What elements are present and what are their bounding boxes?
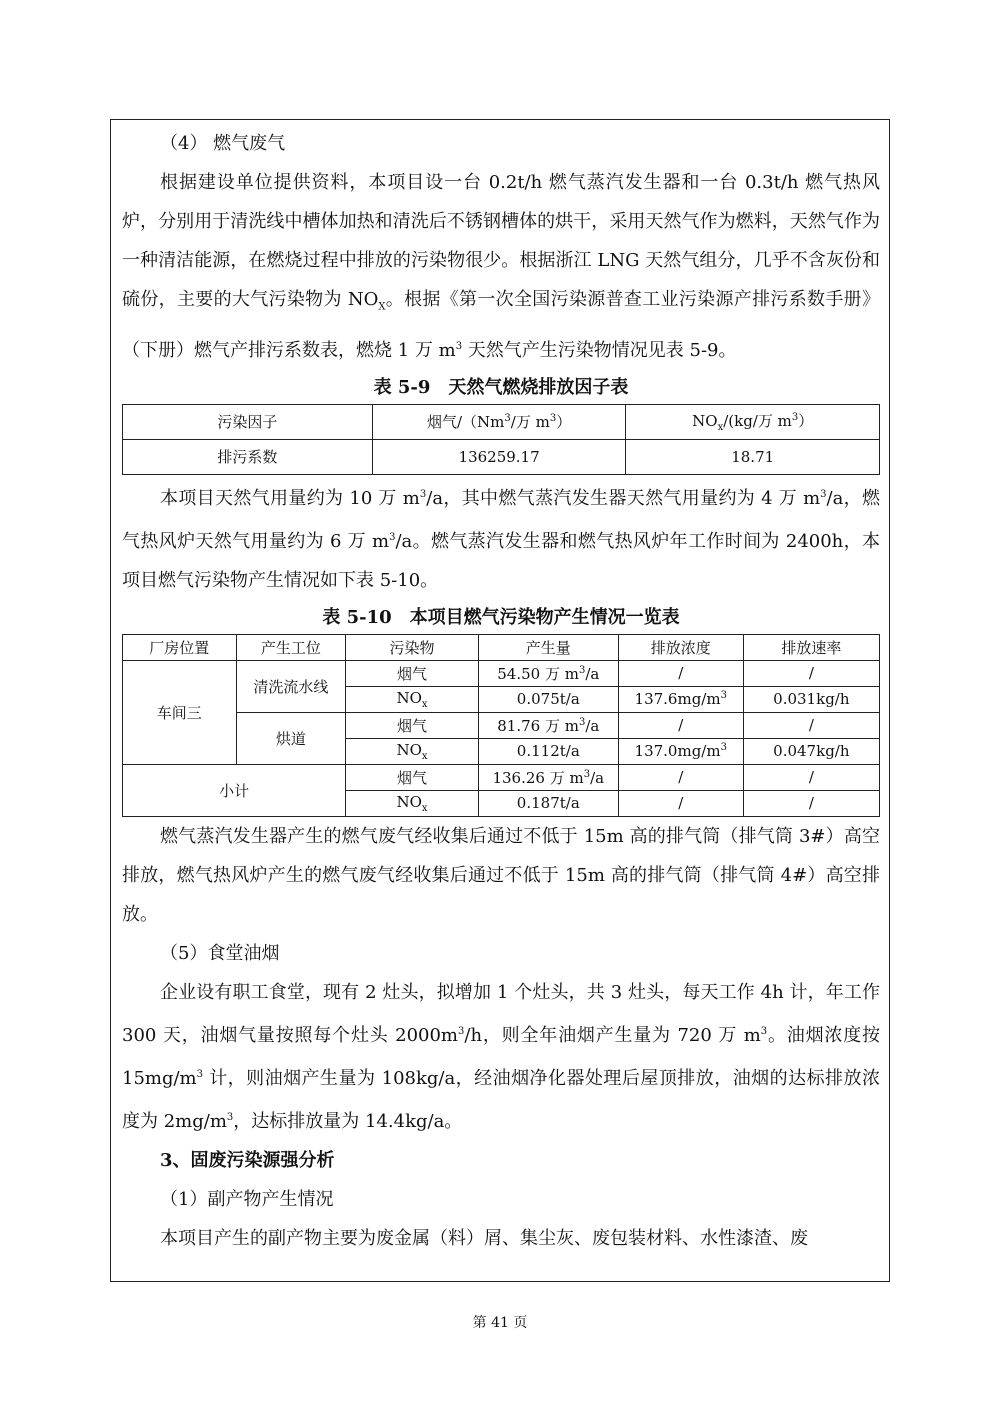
table-cell: $137.0mg/m^3$ [618,738,743,764]
table-header: 排放速率 [743,634,879,660]
table-cell: 烟气 [346,712,478,738]
table-cell: 清洗流水线 [236,660,346,712]
table-header: 排放浓度 [618,634,743,660]
table-cell: / [618,790,743,816]
section-4-paragraph: 根据建设单位提供资料，本项目设一台 0.2t/h 燃气蒸汽发生器和一台 0.3t/h 燃气热风炉，分别用于清洗线中槽体加热和清洗后不锈钢槽体的烘干，采用天然气作为燃料，天然气作为一种清洁能源，在燃烧过程中排放的污染物很少。根据浙江 LNG 天然气组分，几乎不含灰份和硫份，主要的大气污染物为 $NO_X$。根据《第一次全国污染源普查工业污染源产排污系数手册》（下册）燃气产排污系数表，燃烧 1 万 $m^3$ 天然气产生污染物情况见表 5-9。 [122,172,880,361]
table-cell: 0.187t/a [478,790,618,816]
table-5-10-caption: 表 5-10 本项目燃气污染物产生情况一览表 [322,606,680,628]
table-row [123,712,880,738]
table-cell: 小计 [123,764,346,816]
table-cell: / [618,660,743,686]
section-3-heading: 3、固废污染源强分析 [160,1149,335,1171]
table-cell: 54.50 万 $m^3/a$ [478,660,618,686]
table-header: 污染物 [346,634,478,660]
table-cell: / [743,712,879,738]
table-cell: 0.112t/a [478,738,618,764]
table-cell: 0.047kg/h [743,738,879,764]
page-number: 第 41 页 [472,1315,528,1331]
section-4-heading: （4） 燃气废气 [160,133,286,154]
table-cell: 烘道 [236,712,346,764]
table-row [123,404,880,439]
table-cell: 18.71 [626,439,880,474]
table-cell: / [743,660,879,686]
table-cell: 车间三 [123,660,237,764]
table-cell: $NO_x$ [346,686,478,712]
exhaust-paragraph: 燃气蒸汽发生器产生的燃气废气经收集后通过不低于 15m 高的排气筒（排气筒 3#）高空排放，燃气热风炉产生的燃气废气经收集后通过不低于 15m 高的排气筒（排气筒 4#）高空排放。 [122,825,880,925]
table-row [123,439,880,474]
table-row [123,634,880,660]
table-5-10 [122,634,880,817]
table-cell: $NO_x$ [346,738,478,764]
table-cell: 烟气/（Nm$^3$/万 $m^3$） [372,404,626,439]
table-cell: / [618,712,743,738]
section-3-subheading: （1）副产物产生情况 [160,1188,334,1210]
table-cell: 136.26 万 $m^3/a$ [478,764,618,790]
table-row [123,660,880,686]
table-cell: 0.031kg/h [743,686,879,712]
table-cell: 0.075t/a [478,686,618,712]
table-header: 产生量 [478,634,618,660]
table-5-9 [122,404,880,475]
table-cell: / [743,764,879,790]
table-cell: 污染因子 [123,404,373,439]
table-header: 产生工位 [236,634,346,660]
table-cell: 烟气 [346,764,478,790]
section-5-heading: （5）食堂油烟 [160,942,280,964]
section-5-paragraph: 企业设有职工食堂，现有 2 灶头，拟增加 1 个灶头，共 3 灶头，每天工作 4h 计，年工作 300 天，油烟气量按照每个灶头 $2000m^3/h$，则全年油烟产生量为 720 万 $m^3$。油烟浓度按 $15mg/m^3$ 计，则油烟产生量为 108kg/a，经油烟净化器处理后屋顶排放，油烟的达标排放浓度为 $2mg/m^3$，达标排放量为 14.4kg/a。 [122,981,881,1132]
table-cell: 81.76 万 $m^3/a$ [478,712,618,738]
document-body [122,124,880,1258]
table-cell: 136259.17 [372,439,626,474]
table-cell: / [618,764,743,790]
table-cell: $137.6mg/m^3$ [618,686,743,712]
table-5-9-caption: 表 5-9 天然气燃烧排放因子表 [373,376,629,398]
gas-usage-paragraph: 本项目天然气用量约为 10 万 $m^3/a$，其中燃气蒸汽发生器天然气用量约为 4 万 $m^3/a$，燃气热风炉天然气用量约为 6 万 $m^3/a$。燃气蒸汽发生器和燃气热风炉年工作时间为 2400h，本项目燃气污染物产生情况如下表 5-10。 [122,487,881,591]
table-cell: 排污系数 [123,439,373,474]
table-header: 厂房位置 [123,634,237,660]
table-cell: $NO_x/(kg/$万 $m^3$） [626,404,880,439]
table-cell: $NO_x$ [346,790,478,816]
table-cell: / [743,790,879,816]
table-cell: 烟气 [346,660,478,686]
table-row [123,764,880,790]
section-3-paragraph: 本项目产生的副产物主要为废金属（料）屑、集尘灰、废包装材料、水性漆渣、废 [160,1227,808,1249]
